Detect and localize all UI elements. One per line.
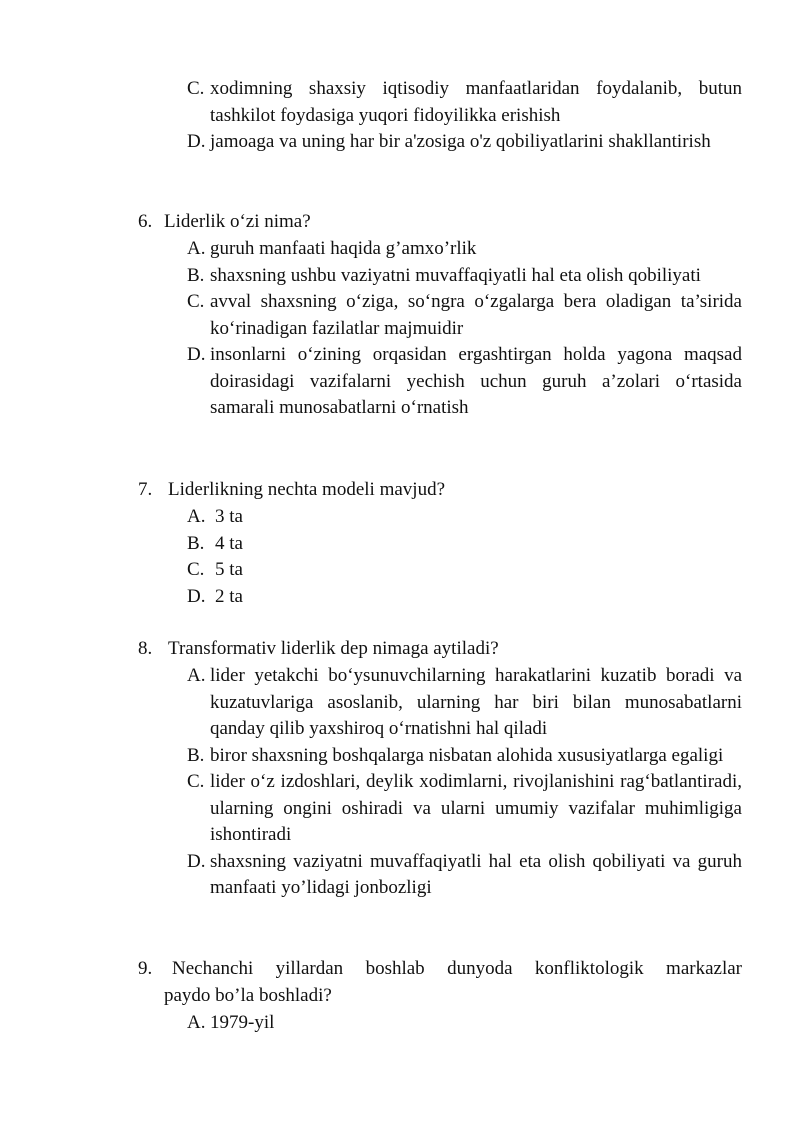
question-text: Liderlikning nechta modeli mavjud? — [168, 479, 446, 500]
option-text: 2 ta — [215, 585, 243, 607]
option-letter: C. — [187, 559, 205, 580]
option-text: insonlarni o‘zining orqasidan ergashtirgan holda yagona maqsad doirasidagi vazifalarni yechish uchun guruh a’zolari o‘rtasida samarali munosabatlarni o‘rnatish — [210, 344, 742, 418]
option-text: shaxsning vaziyatni muvaffaqiyatli hal eta olish qobiliyati va guruh manfaati yo’lidagi jonbozligi — [210, 850, 742, 898]
option-letter: A. — [187, 238, 206, 259]
option-text: 1979-yil — [210, 1012, 275, 1033]
option-a — [187, 236, 742, 263]
option-letter: D. — [187, 585, 206, 607]
option-a — [187, 1010, 742, 1037]
question-number: 6. — [138, 211, 153, 232]
option-letter: A. — [187, 1012, 206, 1033]
option-d — [187, 584, 742, 611]
option-c — [187, 769, 742, 849]
question-6-options — [187, 236, 742, 422]
option-d — [187, 342, 742, 422]
question-6 — [138, 209, 742, 236]
prev-question-options — [187, 76, 742, 156]
option-b — [187, 531, 742, 558]
option-b — [187, 743, 742, 770]
option-text: 3 ta — [215, 506, 243, 527]
option-letter: D. — [187, 344, 206, 365]
option-text: biror shaxsning boshqalarga nisbatan alohida xususiyatlarga egaligi — [210, 744, 724, 766]
option-text: 4 ta — [215, 532, 243, 554]
option-text: guruh manfaati haqida g’amxo’rlik — [210, 238, 477, 259]
question-text: Nechanchi yillardan boshlab dunyoda konfliktologik markazlar — [172, 958, 742, 979]
question-text: Transformativ liderlik dep nimaga aytiladi? — [168, 638, 499, 659]
question-9-options — [187, 1010, 742, 1037]
option-d — [187, 129, 742, 156]
option-letter: D. — [187, 131, 206, 152]
option-a — [187, 504, 742, 531]
option-letter: B. — [187, 264, 205, 286]
option-letter: C. — [187, 291, 205, 312]
option-c — [187, 289, 742, 342]
question-7-options — [187, 504, 742, 610]
option-letter: B. — [187, 744, 205, 766]
option-text: jamoaga va uning har bir a'zosiga o'z qobiliyatlarini shakllantirish — [210, 131, 711, 152]
option-text: lider o‘z izdoshlari, deylik xodimlarni, rivojlanishini rag‘batlantiradi, ularning ongini oshiradi va ularni umumiy vazifalar muhimligiga ishontiradi — [210, 771, 742, 845]
option-d — [187, 849, 742, 902]
option-c — [187, 557, 742, 584]
option-letter: B. — [187, 532, 205, 554]
question-7 — [138, 477, 742, 504]
option-b — [187, 263, 742, 290]
question-number: 7. — [138, 479, 153, 500]
option-text: xodimning shaxsiy iqtisodiy manfaatlaridan foydalanib, butun tashkilot foydasiga yuqori fidoyilikka erishish — [210, 78, 742, 126]
option-letter: A. — [187, 506, 206, 527]
option-text: 5 ta — [215, 559, 243, 580]
option-letter: C. — [187, 78, 205, 99]
option-a — [187, 663, 742, 743]
option-letter: C. — [187, 771, 205, 792]
question-8 — [138, 636, 742, 663]
question-8-options — [187, 663, 742, 902]
question-number: 8. — [138, 638, 153, 659]
option-text: shaxsning ushbu vaziyatni muvaffaqiyatli hal eta olish qobiliyati — [210, 264, 701, 286]
option-letter: D. — [187, 850, 206, 872]
option-text: lider yetakchi bo‘ysunuvchilarning harakatlarini kuzatib boradi va kuzatuvlariga asoslanib, ularning har biri bilan munosabatlarni qanday qilib yaxshiroq o‘rnatishni hal qiladi — [210, 665, 742, 739]
option-letter: A. — [187, 665, 206, 686]
question-9 — [138, 956, 742, 1009]
question-text-continued: paydo bo’la boshladi? — [164, 984, 332, 1006]
option-text: avval shaxsning o‘ziga, so‘ngra o‘zgalarga bera oladigan ta’sirida ko‘rinadigan fazilatlar majmuidir — [210, 291, 742, 339]
option-c — [187, 76, 742, 129]
question-number: 9. — [138, 958, 153, 979]
question-text: Liderlik o‘zi nima? — [164, 211, 311, 232]
